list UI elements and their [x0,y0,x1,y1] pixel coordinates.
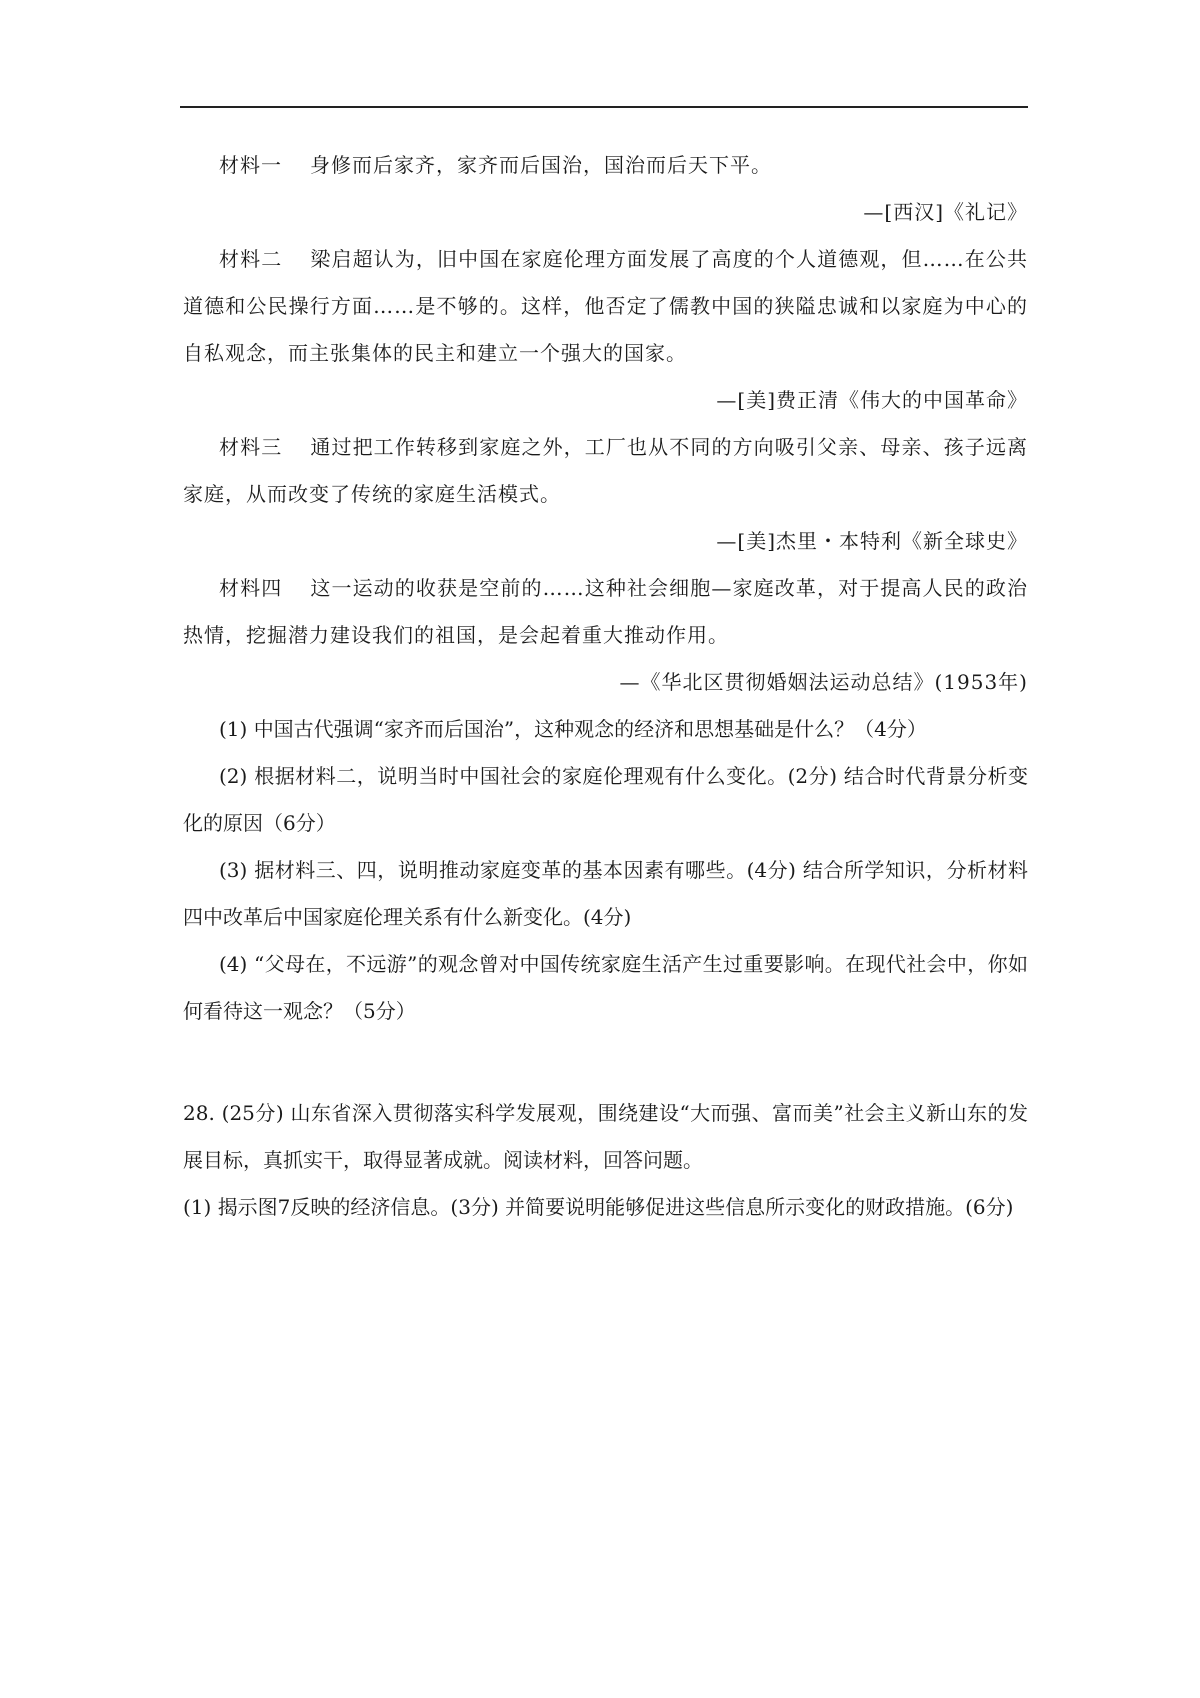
material-label: 材料四 [219,576,283,600]
material-label: 材料二 [219,247,283,271]
material-3 [183,424,1028,518]
question-28-1: (1) 揭示图7反映的经济信息。(3分) 并简要说明能够促进这些信息所示变化的财政措施。(6分) [183,1195,1014,1219]
material-4 [183,565,1028,659]
material-source: —[西汉]《礼记》 [863,200,1028,224]
question-27-1: (1) 中国古代强调“家齐而后国治”，这种观念的经济和思想基础是什么？（4分） [219,717,927,741]
material-1 [183,142,1028,189]
question-27-2: (2) 根据材料二，说明当时中国社会的家庭伦理观有什么变化。(2分) 结合时代背景分析变化的原因（6分） [183,764,1028,835]
document-body [183,142,1028,1231]
material-text: 这一运动的收获是空前的……这种社会细胞—家庭改革，对于提高人民的政治热情，挖掘潜力建设我们的祖国，是会起着重大推动作用。 [183,576,1029,647]
material-source: —《华北区贯彻婚姻法运动总结》(1953年) [619,670,1028,694]
material-label: 材料一 [219,153,282,177]
question-27-3: (3) 据材料三、四，说明推动家庭变革的基本因素有哪些。(4分) 结合所学知识，分析材料四中改革后中国家庭伦理关系有什么新变化。(4分) [183,858,1028,929]
material-text: 身修而后家齐，家齐而后国治，国治而后天下平。 [310,153,772,177]
material-label: 材料三 [219,435,283,459]
question-27-4: (4) “父母在，不远游”的观念曾对中国传统家庭生活产生过重要影响。在现代社会中，你如何看待这一观念？（5分） [183,952,1028,1023]
material-source: —[美]费正清《伟大的中国革命》 [716,388,1028,412]
question-28-stem: 28. (25分) 山东省深入贯彻落实科学发展观，围绕建设“大而强、富而美”社会主义新山东的发展目标，真抓实干，取得显著成就。阅读材料，回答问题。 [183,1101,1028,1172]
material-text: 梁启超认为，旧中国在家庭伦理方面发展了高度的个人道德观，但……在公共道德和公民操行方面……是不够的。这样，他否定了儒教中国的狭隘忠诚和以家庭为中心的自私观念，而主张集体的民主和建立一个强大的国家。 [183,247,1029,365]
material-source: —[美]杰里・本特利《新全球史》 [716,529,1028,553]
material-text: 通过把工作转移到家庭之外，工厂也从不同的方向吸引父亲、母亲、孩子远离家庭，从而改变了传统的家庭生活模式。 [183,435,1029,506]
header-rule [180,106,1028,108]
section-gap [183,1035,1028,1090]
material-2 [183,236,1028,377]
